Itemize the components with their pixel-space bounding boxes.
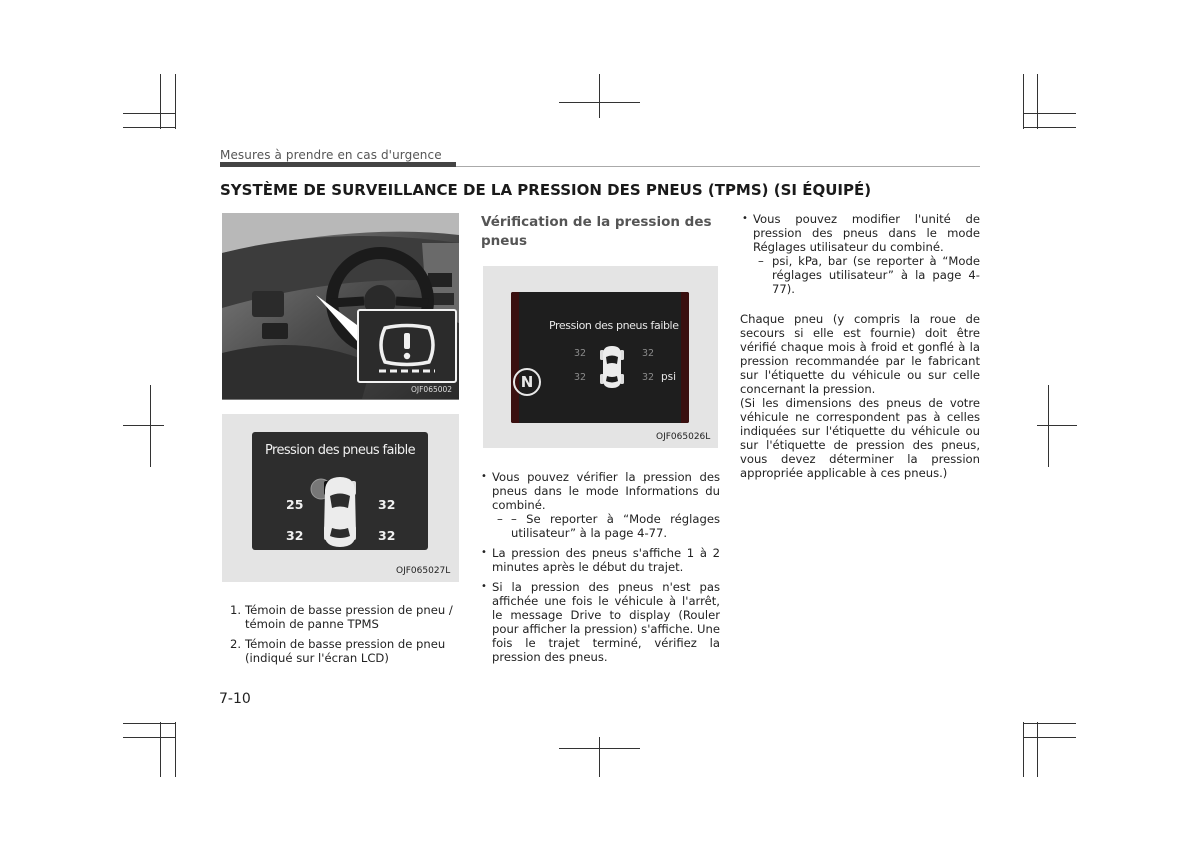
gear-indicator: N	[513, 368, 541, 396]
crop-mark	[1023, 74, 1024, 129]
tire-pressure-front-left: 32	[574, 348, 587, 359]
crop-mark	[123, 737, 176, 738]
pressure-unit: psi	[661, 371, 677, 383]
lcd-low-pressure-figure	[222, 414, 459, 582]
crop-mark	[160, 74, 161, 129]
dash-marker: –	[758, 254, 764, 268]
list-item	[481, 580, 720, 664]
tire-pressure-front-right: 32	[378, 497, 396, 512]
crop-mark	[599, 737, 600, 777]
paragraph: (Si les dimensions des pneus de votre véhicule ne correspondent pas à celles indiquées sur l'étiquette du véhicule ou sur l'étiquette de pression des pneus, vous devez déterminer la pression appropriée applicable à ces pneus.)	[740, 396, 980, 480]
crop-mark	[1037, 425, 1077, 426]
pressure-check-list	[481, 470, 720, 670]
lcd-screen-title: Pression des pneus faible	[265, 443, 415, 458]
tire-pressure-front-right: 32	[642, 348, 655, 359]
list-item	[742, 212, 980, 296]
crop-mark	[1037, 74, 1038, 129]
section-header: Mesures à prendre en cas d'urgence	[220, 148, 442, 162]
list-item-text: Si la pression des pneus n'est pas affichée une fois le véhicule à l'arrêt, le message Drive to display (Rouler pour afficher la pression) s'affiche. Une fois le trajet terminé, vérifiez la pression des pneus.	[492, 580, 720, 664]
crop-mark	[123, 113, 176, 114]
tire-check-paragraph	[740, 312, 980, 480]
tire-pressure-rear-right: 32	[378, 528, 396, 543]
list-sub-item-text: psi, kPa, bar (se reporter à “Mode réglages utilisateur” à la page 4-77).	[772, 254, 980, 296]
dash-marker: –	[497, 512, 503, 526]
crop-mark	[599, 74, 600, 118]
crop-mark	[559, 102, 640, 103]
legend-list	[230, 603, 462, 671]
crop-mark	[1037, 722, 1038, 777]
list-item	[481, 470, 720, 540]
lcd-screen	[511, 292, 689, 423]
crop-mark	[1023, 722, 1024, 777]
crop-mark	[123, 127, 176, 128]
crop-mark	[123, 723, 176, 724]
legend-item	[230, 603, 462, 631]
crop-mark	[1023, 113, 1076, 114]
tire-pressure-rear-right: 32	[642, 372, 655, 383]
legend-text: Témoin de basse pression de pneu (indiqué sur l'écran LCD)	[245, 637, 446, 665]
dashboard-figure	[222, 213, 459, 399]
legend-number: 1.	[230, 603, 242, 617]
list-item-text: Vous pouvez modifier l'unité de pression des pneus dans le mode Réglages utilisateur du combiné.	[753, 212, 980, 254]
page-title: SYSTÈME DE SURVEILLANCE DE LA PRESSION DES PNEUS (TPMS) (SI ÉQUIPÉ)	[220, 181, 872, 199]
crop-mark	[1048, 385, 1049, 467]
crop-mark	[1023, 723, 1076, 724]
header-rule-accent	[220, 162, 456, 167]
legend-item	[230, 637, 462, 665]
crop-mark	[559, 748, 640, 749]
lcd-screen-title: Pression des pneus faible	[549, 319, 679, 332]
subsection-heading: Vérification de la pression des pneus	[481, 214, 712, 249]
tire-pressure-rear-left: 32	[286, 528, 304, 543]
legend-text: Témoin de basse pression de pneu / témoin de panne TPMS	[245, 603, 453, 631]
lcd-screen	[252, 432, 428, 550]
tire-pressure-front-left: 25	[286, 497, 304, 512]
car-top-view-icon	[310, 474, 370, 550]
lcd-pressure-check-figure	[483, 266, 718, 448]
crop-mark	[175, 74, 176, 129]
figure-code: OJF065002	[411, 385, 453, 394]
crop-mark	[150, 385, 151, 467]
tire-pressure-rear-left: 32	[574, 372, 587, 383]
tpms-warning-light-callout	[357, 309, 457, 383]
list-sub-item	[492, 512, 720, 540]
legend-number: 2.	[230, 637, 242, 651]
figure-code: OJF065026L	[656, 432, 711, 442]
list-item-text: Vous pouvez vérifier la pression des pneus dans le mode Informations du combiné.	[492, 470, 720, 512]
figure-code: OJF065027L	[396, 566, 451, 576]
list-sub-item-text: – Se reporter à “Mode réglages utilisateur” à la page 4-77.	[511, 512, 720, 540]
unit-change-list	[742, 212, 980, 302]
page-number: 7-10	[219, 691, 251, 707]
crop-mark	[1023, 127, 1076, 128]
list-item-text: La pression des pneus s'affiche 1 à 2 minutes après le début du trajet.	[492, 546, 720, 574]
crop-mark	[160, 722, 161, 777]
car-top-view-icon	[597, 344, 627, 390]
crop-mark	[175, 722, 176, 777]
paragraph: Chaque pneu (y compris la roue de secours si elle est fournie) doit être vérifié chaque mois à froid et gonflé à la pression recommandée par le fabricant sur l'étiquette du véhicule ou sur celle concernant la pression.	[740, 312, 980, 396]
figure-rule	[222, 399, 459, 400]
list-item	[481, 546, 720, 574]
crop-mark	[1023, 737, 1076, 738]
list-sub-item	[753, 254, 980, 296]
tpms-warning-icon	[359, 311, 455, 381]
crop-mark	[123, 425, 164, 426]
